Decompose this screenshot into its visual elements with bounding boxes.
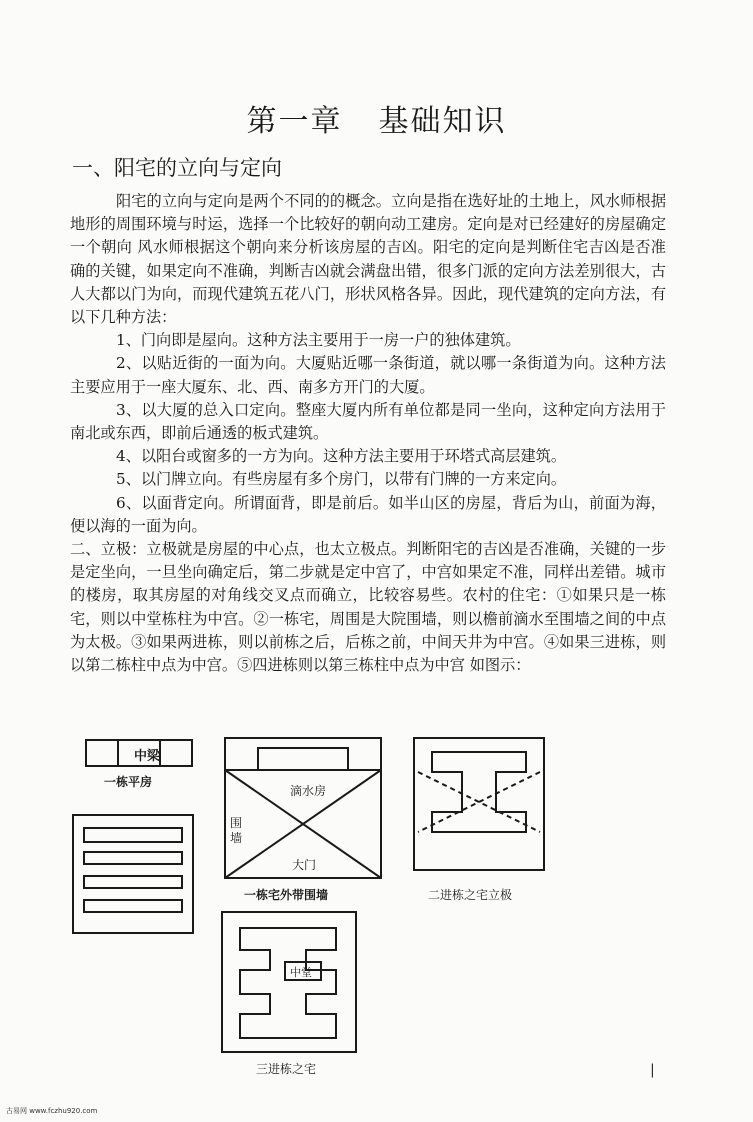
paragraph: 3、以大厦的总入口定向。整座大厦内所有单位都是同一坐向，这种定向方法用于南北或东西，即前后通透的板式建筑。 [70,400,666,443]
figure-house-rows [73,815,193,933]
paragraph: 1、门向即是屋向。这种方法主要用于一房一户的独体建筑。 [116,331,521,350]
paragraph: 6、以面背定向。所谓面背，即是前后。如半山区的房屋，背后为山，前面为海，便以海的一面为向。 [70,493,666,535]
label-central-hall: 中堂 [290,966,312,979]
caption-single-house: 一栋平房 [104,775,153,789]
chapter-number: 第一章 [246,104,343,139]
footer-source: 古易网 www.fczhu920.com [6,1107,98,1115]
paragraph: 2、以贴近街的一面为向。大厦贴近哪一条街道，就以哪一条街道为向。这种方法主要应用于一座大厦东、北、西、南多方开门的大厦。 [70,354,666,396]
label-center-beam: 中梁 [134,749,161,764]
chapter-name: 基础知识 [378,104,507,139]
caption-three-courtyard: 三进栋之宅 [256,1062,317,1076]
page-mark: | [650,1062,655,1078]
figure-three-courtyard [222,912,356,1052]
label-wall: 围墙 [230,816,243,845]
label-gate: 大门 [292,858,317,872]
section-heading: 一、阳宅的立向与定向 [72,156,282,180]
paragraph-liji: 二、立极：立极就是房屋的中心点，也太立极点。判断阳宅的吉凶是否准确，关键的一步是定坐向，一旦坐向确定后，第二步就是定中宫了，中宫如果定不准，同样出差错。城市的楼房，取其房屋的对角线交叉点而确立，比较容易些。农村的住宅：①如果只是一栋宅，则以中堂栋柱为中宫。②一栋宅，周围是大院围墙，则以檐前滴水至围墙之间的中点为太极。③如果两进栋，则以前栋之后，后栋之前，中间天井为中宫。④如果三进栋，则以第二栋柱中点为中宫。⑤四进栋则以第三栋柱中点为中宫 如图示： [70,540,666,675]
paragraph: 阳宅的立向与定向是两个不同的的概念。立向是指在选好址的土地上，风水师根据地形的周围环境与时运，选择一个比较好的朝向动工建房。定向是对已经建好的房屋确定一个朝向 风水师根据这个朝向来分析该房屋的吉凶。阳宅的定向是判断住宅吉凶是否准确的关键，如果定向不准确，判断吉凶就会满盘出错，很多门派的定向方法差别很大，古人大都以门为向，而现代建筑五花八门，形状风格各异。因此，现代建筑的定向方法，有以下几种方法： [70,192,666,327]
paragraph: 4、以阳台或窗多的一方为向。这种方法主要用于环塔式高层建筑。 [116,447,567,466]
caption-house-with-wall: 一栋宅外带围墙 [244,888,329,902]
label-drip-room: 滴水房 [290,784,327,798]
caption-two-courtyard: 二进栋之宅立极 [428,888,513,902]
figure-two-courtyard [414,738,544,870]
paragraph: 5、以门牌立向。有些房屋有多个房门，以带有门牌的一方来定向。 [116,470,567,489]
